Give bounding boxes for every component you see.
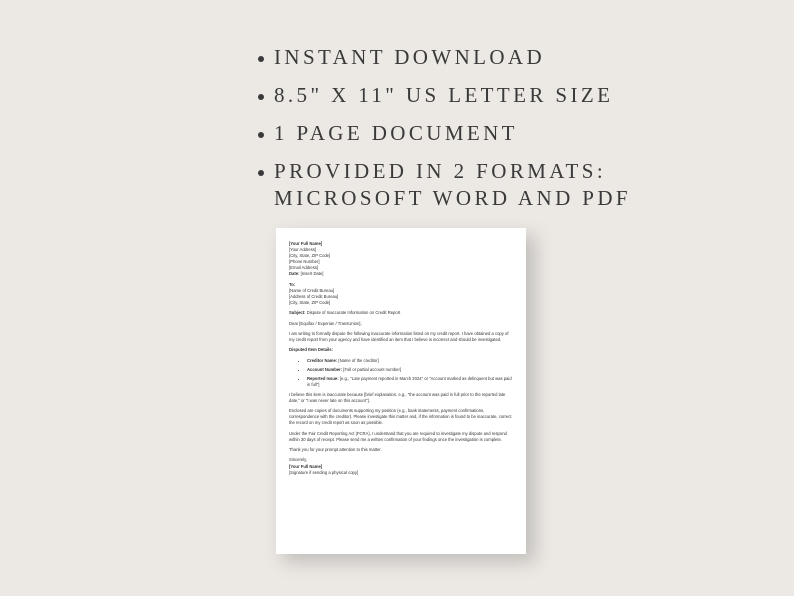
sender-email: [Email Address] bbox=[289, 265, 319, 271]
sender-city: [City, State, ZIP Code] bbox=[289, 253, 331, 259]
bureau-address: [Address of Credit Bureau] bbox=[289, 293, 339, 299]
feature-text: 8.5" X 11" US LETTER SIZE bbox=[274, 83, 614, 107]
item-label: Account Number: bbox=[307, 366, 343, 372]
bullet-icon bbox=[258, 132, 264, 138]
bullet-icon bbox=[258, 94, 264, 100]
signature-note: [Signature if sending a physical copy] bbox=[289, 469, 359, 475]
to-label: To: bbox=[289, 281, 296, 287]
signature-name: [Your Full Name] bbox=[289, 463, 323, 469]
salutation: Dear [Equifax / Experian / TransUnion], bbox=[289, 320, 362, 326]
intro-paragraph: I am writing to formally dispute the following inaccurate information listed on my credit report. I have obtained a copy of my credit report from your agency and have identified an item that I believe is incorrect and should be investigated. bbox=[289, 330, 509, 342]
bureau-name: [Name of Credit Bureau] bbox=[289, 287, 335, 293]
reason-paragraph: I believe this item is inaccurate because [brief explanation, e.g., "the account was paid in full prior to the reported late date," or "I was never late on this account"]. bbox=[289, 391, 506, 403]
feature-text: INSTANT DOWNLOAD bbox=[274, 45, 546, 69]
feature-item bbox=[258, 44, 778, 71]
subject-line bbox=[289, 310, 512, 316]
feature-text: 1 PAGE DOCUMENT bbox=[274, 121, 518, 145]
item-value: [e.g., "Late payment reported in March 2024" or "Account marked as delinquent but was paid in full"] bbox=[307, 375, 512, 387]
subject-value: Dispute of Inaccurate Information on Credit Report bbox=[305, 310, 401, 316]
letter-document-preview bbox=[276, 228, 526, 554]
feature-text: PROVIDED IN 2 FORMATS: MICROSOFT WORD AND PDF bbox=[274, 159, 632, 210]
feature-item bbox=[258, 82, 778, 109]
date-line bbox=[289, 271, 512, 277]
sender-phone: [Phone Number] bbox=[289, 259, 320, 265]
date-value: [Insert Date] bbox=[299, 271, 324, 277]
bullet-icon bbox=[258, 170, 264, 176]
list-item bbox=[307, 358, 512, 364]
bureau-city: [City, State, ZIP Code] bbox=[289, 300, 331, 306]
feature-item bbox=[258, 120, 778, 147]
bullet-icon bbox=[258, 56, 264, 62]
sender-block bbox=[289, 241, 512, 278]
item-value: [Full or partial account number] bbox=[342, 366, 402, 372]
enclosed-paragraph: Enclosed are copies of documents supporting my position (e.g., bank statements, payment confirmations, correspondence with the creditor). Please investigate this matter and, if the information is found to be inaccurate, correct the record on my credit report as soon as possible. bbox=[289, 408, 512, 426]
subject-label: Subject: bbox=[289, 310, 306, 316]
signature-block bbox=[289, 457, 512, 475]
fcra-paragraph: Under the Fair Credit Reporting Act (FCRA), I understand that you are required to investigate my dispute and respond within 30 days of receipt. Please send me a written confirmation of your findings once the investigation is complete. bbox=[289, 430, 507, 442]
item-value: [Name of the creditor] bbox=[337, 357, 379, 363]
sender-address: [Your Address] bbox=[289, 247, 317, 253]
feature-list bbox=[258, 44, 778, 223]
item-label: Creditor Name: bbox=[307, 357, 338, 363]
disputed-items-list bbox=[289, 358, 512, 388]
list-item bbox=[307, 376, 512, 388]
list-item bbox=[307, 367, 512, 373]
feature-item bbox=[258, 158, 778, 212]
thanks-paragraph: Thank you for your prompt attention to this matter. bbox=[289, 447, 382, 453]
sender-name: [Your Full Name] bbox=[289, 241, 323, 246]
closing: Sincerely, bbox=[289, 457, 308, 463]
date-label: Date: bbox=[289, 271, 300, 277]
disputed-heading: Disputed Item Details: bbox=[289, 347, 333, 353]
item-label: Reported Issue: bbox=[307, 375, 339, 381]
recipient-block bbox=[289, 282, 512, 306]
